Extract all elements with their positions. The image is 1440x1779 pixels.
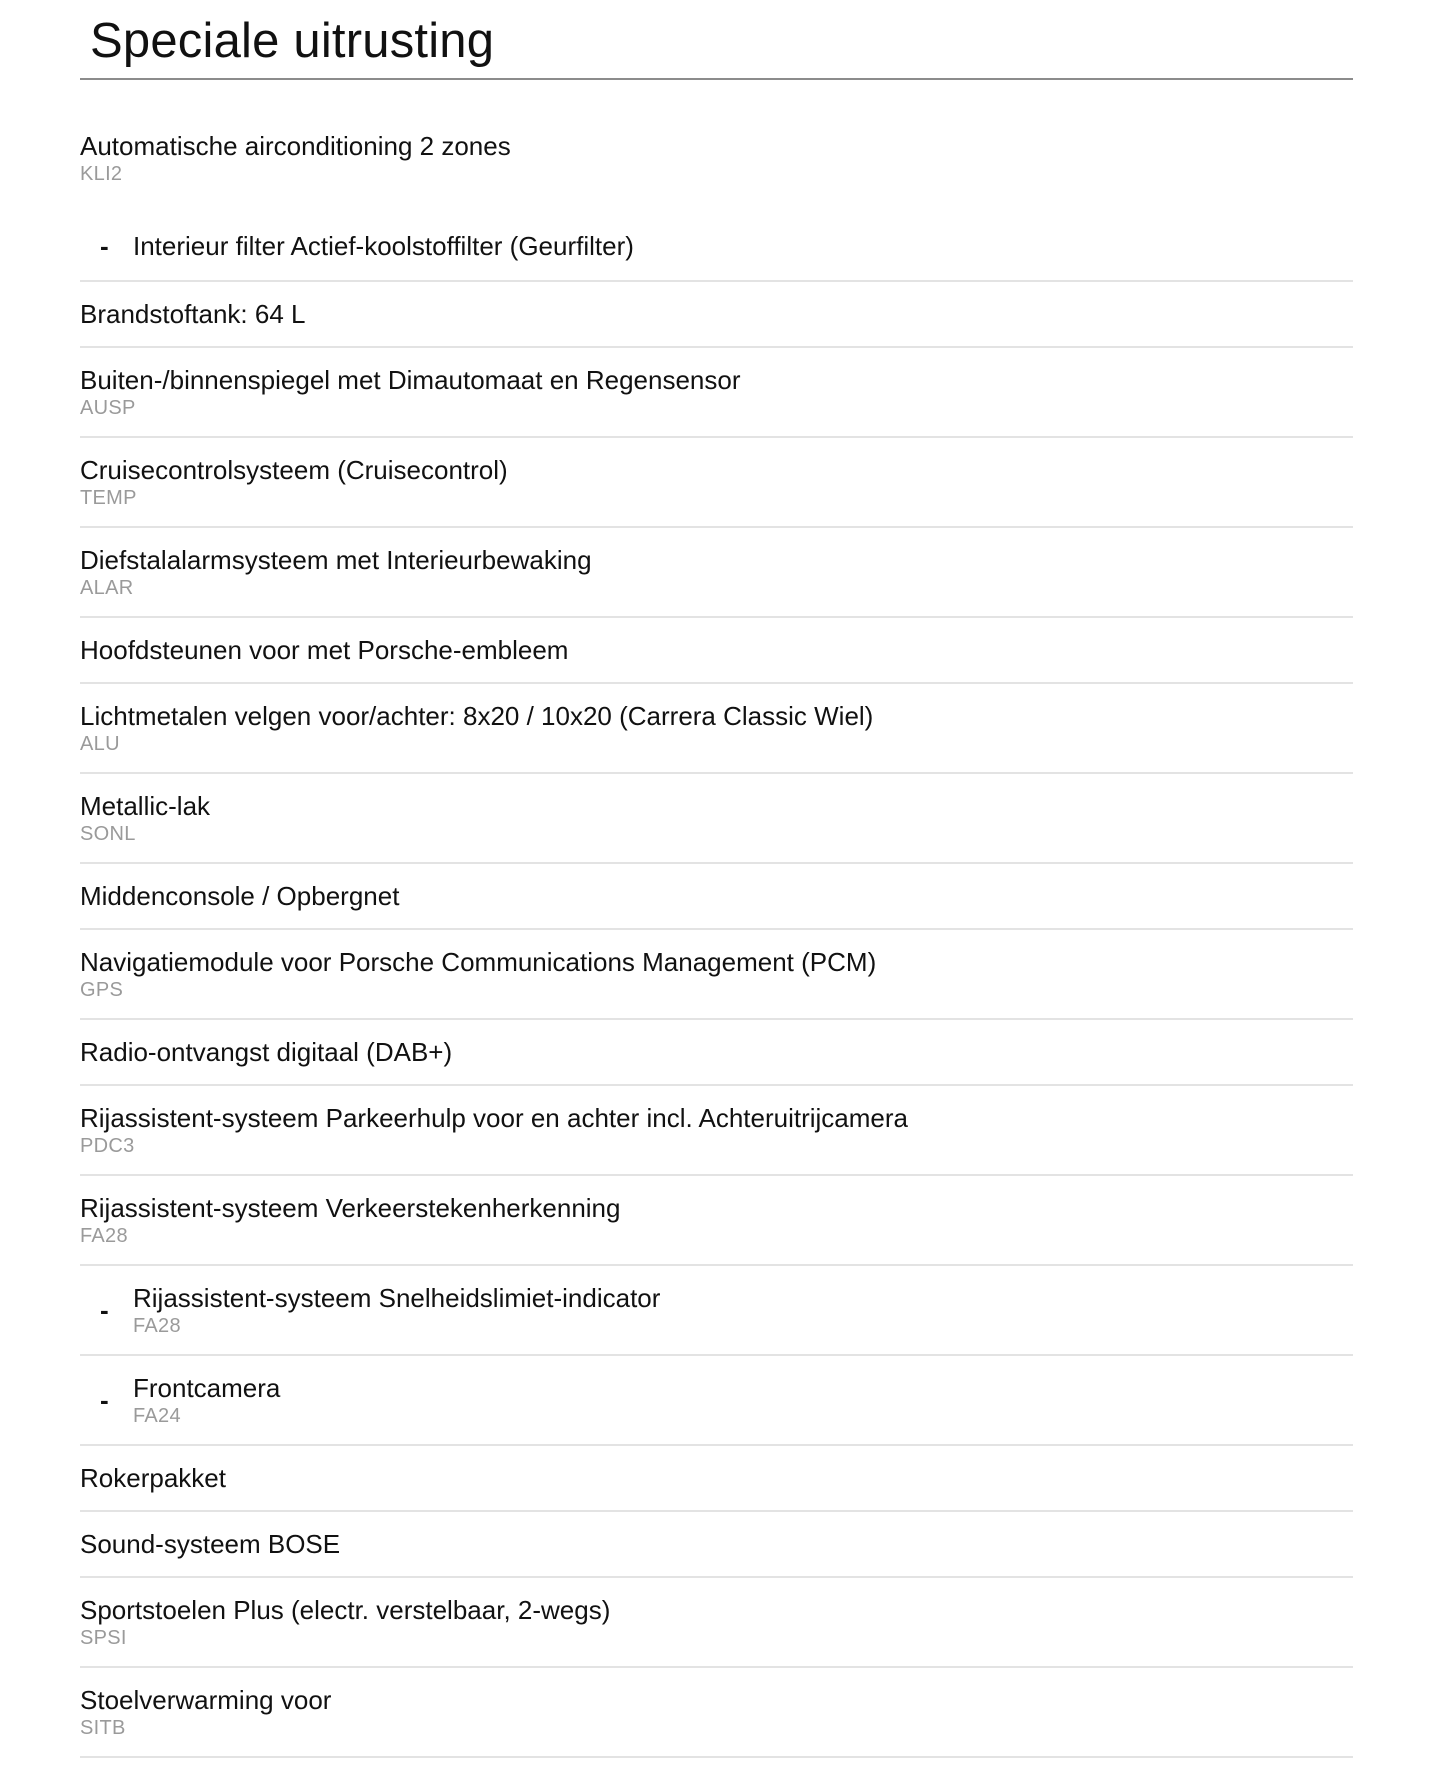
- item-code: GPS: [80, 979, 124, 1001]
- equipment-item: [80, 864, 1353, 930]
- item-label: Rijassistent-systeem Verkeerstekenherkenning: [80, 1193, 621, 1223]
- item-text-block: [80, 946, 876, 1002]
- item-code: SONL: [80, 823, 136, 845]
- equipment-item: [80, 1020, 1353, 1086]
- equipment-page: [80, 0, 1353, 1758]
- equipment-sub-item: [80, 1266, 1353, 1356]
- equipment-item: [80, 684, 1353, 774]
- item-text-block: [133, 230, 634, 262]
- item-label: Sportstoelen Plus (electr. verstelbaar, 2-wegs): [80, 1595, 611, 1625]
- item-label: Cruisecontrolsysteem (Cruisecontrol): [80, 455, 508, 485]
- sub-item-dash: -: [100, 230, 109, 261]
- item-text-block: [80, 544, 592, 600]
- item-text-block: [80, 1192, 620, 1248]
- item-text-block: [80, 634, 568, 666]
- item-label: Interieur filter Actief-koolstoffilter (Geurfilter): [133, 231, 634, 261]
- equipment-item: [80, 618, 1353, 684]
- equipment-item: [80, 1578, 1353, 1668]
- item-label: Navigatiemodule voor Porsche Communications Management (PCM): [80, 947, 877, 977]
- equipment-item: [80, 930, 1353, 1020]
- equipment-item: [80, 348, 1353, 438]
- item-text-block: [80, 700, 873, 756]
- item-code: ALAR: [80, 577, 134, 599]
- equipment-item: [80, 1086, 1353, 1176]
- item-label: Stoelverwarming voor: [80, 1685, 332, 1715]
- equipment-item: [80, 774, 1353, 864]
- item-text-block: [133, 1282, 660, 1338]
- equipment-item: [80, 1668, 1353, 1758]
- item-label: Metallic-lak: [80, 791, 211, 821]
- item-text-block: [80, 298, 305, 330]
- item-code: FA28: [133, 1315, 181, 1337]
- equipment-sub-item: [80, 212, 1353, 282]
- equipment-sub-item: [80, 1356, 1353, 1446]
- item-label: Frontcamera: [133, 1373, 281, 1403]
- item-code: AUSP: [80, 397, 136, 419]
- item-code: FA24: [133, 1405, 181, 1427]
- item-label: Buiten-/binnenspiegel met Dimautomaat en Regensensor: [80, 365, 741, 395]
- item-text-block: [80, 790, 210, 846]
- item-text-block: [80, 1684, 331, 1740]
- equipment-item: [80, 438, 1353, 528]
- item-code: TEMP: [80, 487, 137, 509]
- sub-item-dash: -: [100, 1294, 109, 1325]
- item-text-block: [80, 880, 399, 912]
- item-code: ALU: [80, 733, 120, 755]
- item-text-block: [80, 1102, 908, 1158]
- item-text-block: [80, 130, 511, 186]
- equipment-item: [80, 130, 1353, 212]
- item-label: Diefstalalarmsysteem met Interieurbewaking: [80, 545, 592, 575]
- equipment-list: [80, 130, 1353, 1758]
- item-text-block: [80, 1462, 226, 1494]
- item-label: Rijassistent-systeem Parkeerhulp voor en achter incl. Achteruitrijcamera: [80, 1103, 909, 1133]
- item-code: KLI2: [80, 163, 123, 185]
- item-text-block: [133, 1372, 280, 1428]
- item-text-block: [80, 454, 508, 510]
- equipment-item: [80, 282, 1353, 348]
- item-code: FA28: [80, 1225, 128, 1247]
- page-title: Speciale uitrusting: [80, 0, 1353, 80]
- item-label: Rijassistent-systeem Snelheidslimiet-indicator: [133, 1283, 661, 1313]
- item-label: Brandstoftank: 64 L: [80, 299, 306, 329]
- item-label: Lichtmetalen velgen voor/achter: 8x20 / 10x20 (Carrera Classic Wiel): [80, 701, 874, 731]
- item-text-block: [80, 364, 741, 420]
- equipment-item: [80, 1512, 1353, 1578]
- item-label: Automatische airconditioning 2 zones: [80, 131, 511, 161]
- item-code: SPSI: [80, 1627, 127, 1649]
- equipment-item: [80, 1176, 1353, 1266]
- equipment-item: [80, 528, 1353, 618]
- item-text-block: [80, 1528, 340, 1560]
- item-code: PDC3: [80, 1135, 135, 1157]
- equipment-item: [80, 1446, 1353, 1512]
- item-label: Sound-systeem BOSE: [80, 1529, 341, 1559]
- item-text-block: [80, 1036, 452, 1068]
- item-label: Middenconsole / Opbergnet: [80, 881, 400, 911]
- item-text-block: [80, 1594, 610, 1650]
- item-code: SITB: [80, 1717, 126, 1739]
- item-label: Rokerpakket: [80, 1463, 226, 1493]
- item-label: Radio-ontvangst digitaal (DAB+): [80, 1037, 453, 1067]
- item-label: Hoofdsteunen voor met Porsche-embleem: [80, 635, 569, 665]
- sub-item-dash: -: [100, 1384, 109, 1415]
